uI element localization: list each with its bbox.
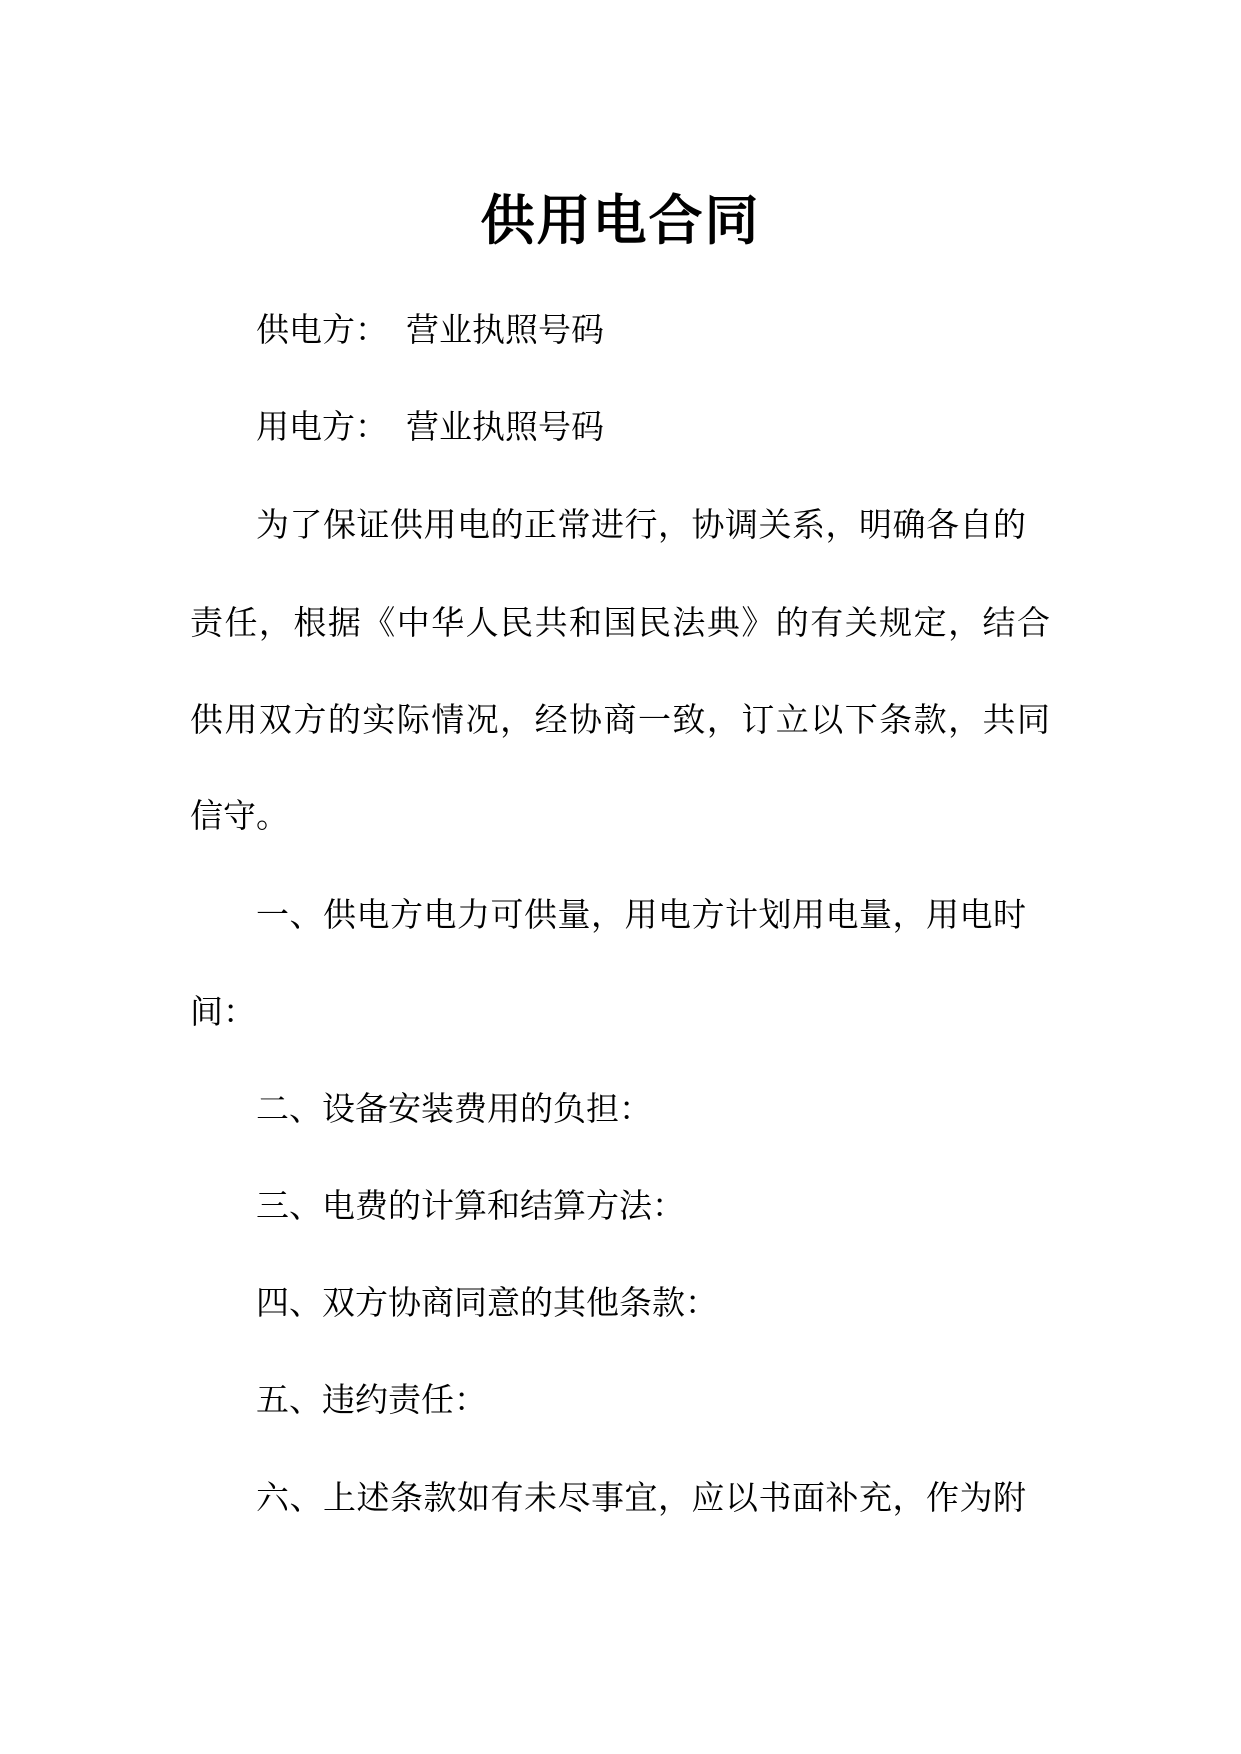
supplier-party-line (256, 305, 1116, 355)
clause-1-line-1: 一、供电方电力可供量，用电方计划用电量，用电时 (256, 895, 1026, 934)
document-title: 供用电合同 (480, 189, 761, 253)
preamble-line-3: 供用双方的实际情况，经协商一致，订立以下条款，共同 (190, 700, 1050, 739)
consumer-license-label: 营业执照号码 (406, 407, 604, 446)
preamble-line-1: 为了保证供用电的正常进行，协调关系，明确各自的 (256, 505, 1026, 544)
consumer-party-line (256, 402, 1116, 452)
clause-3: 三、电费的计算和结算方法： (256, 1186, 685, 1225)
clause-5: 五、违约责任： (256, 1380, 487, 1419)
clause-1-line-2: 间： (190, 992, 256, 1031)
preamble-line-4: 信守。 (190, 796, 289, 835)
preamble-line-2: 责任，根据《中华人民共和国民法典》的有关规定，结合 (190, 603, 1050, 642)
consumer-label: 用电方： (256, 407, 388, 446)
clause-4: 四、双方协商同意的其他条款： (256, 1283, 718, 1322)
clause-6-line-1: 六、上述条款如有未尽事宜，应以书面补充，作为附 (256, 1478, 1026, 1517)
supplier-label: 供电方： (256, 310, 388, 349)
clause-2: 二、设备安装费用的负担： (256, 1089, 652, 1128)
supplier-license-label: 营业执照号码 (406, 310, 604, 349)
